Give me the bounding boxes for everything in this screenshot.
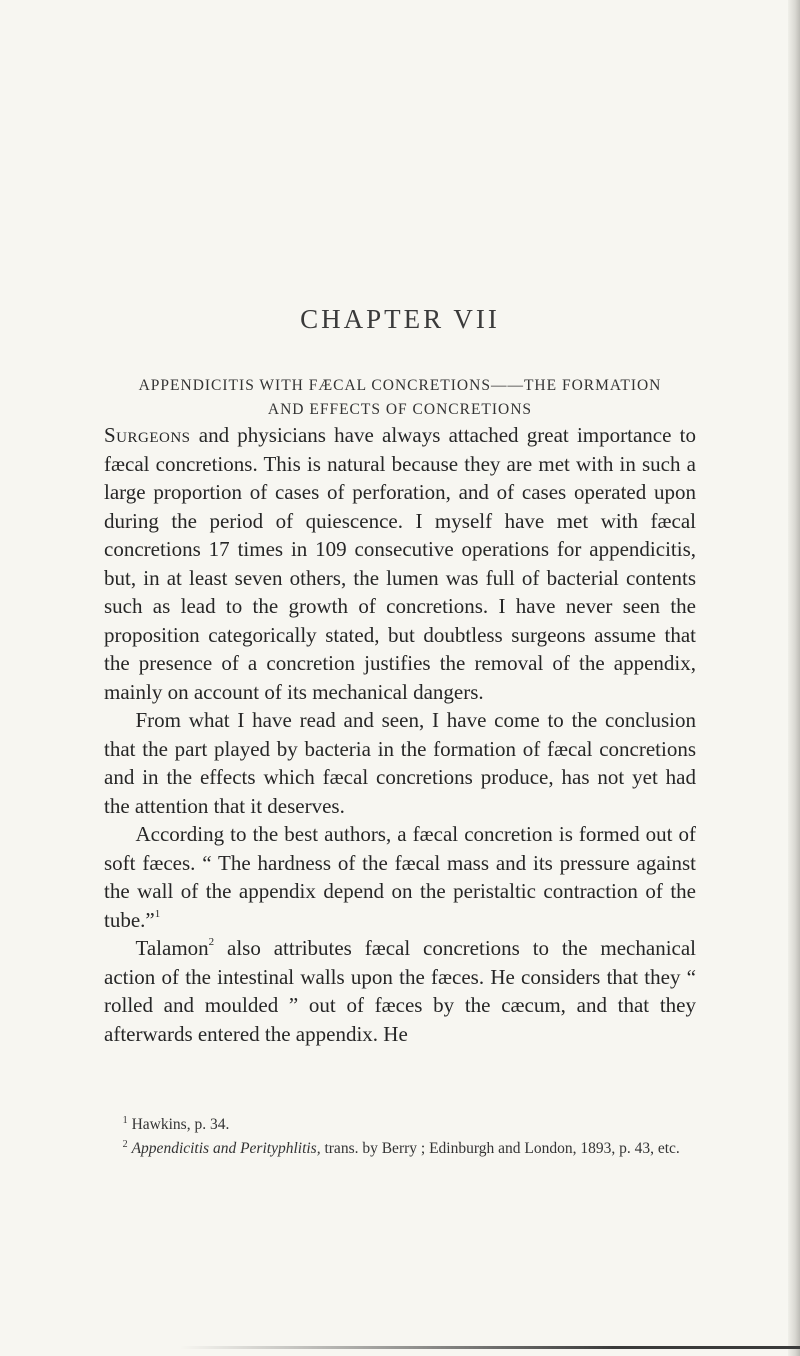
footnote-ref-1: 1 [154,907,161,920]
paragraph-2: From what I have read and seen, I have come to the conclusion that the part played by bacteria in the formation of fæcal concretions and in the effects which fæcal concretions produce, has not yet had the attention that it deserves. [104,708,696,818]
footnote-1-mark: 1 [122,1115,128,1126]
footnotes [104,1111,696,1158]
footnote-2-title: Appendicitis and Perityphlitis, [131,1139,321,1157]
paragraph-3 [104,820,696,934]
page-edge-shadow [788,0,800,1356]
paragraph-3-text: According to the best authors, a fæcal concretion is formed out of soft fæces. “ The hardness of the fæcal mass and its pressure against the wall of the appendix depend on the peristaltic contraction of the tube.” [104,822,696,932]
footnote-ref-2: 2 [208,936,215,948]
bottom-rule [180,1346,800,1349]
footnote-2-indent [104,1140,132,1157]
footnote-2-mark: 2 [122,1138,128,1150]
paragraph-1 [104,421,696,706]
footnote-2-text: trans. by Berry ; Edinburgh and London, 1893, p. 43, etc. [320,1139,680,1157]
chapter-title-line-1: APPENDICITIS WITH FÆCAL CONCRETIONS——THE FORMATION [138,377,662,394]
chapter-heading: CHAPTER VII [300,304,500,334]
footnote-2 [104,1135,696,1159]
author-name: Talamon [135,936,209,960]
footnote-1 [104,1111,696,1135]
paragraph-4-text: also attributes fæcal concretions to the mechanical action of the intestinal walls upon the fæces. He considers that they “ rolled and moulded ” out of fæces by the cæcum, and that they afterwards entered the appendix. He [104,936,696,1046]
paragraph-lead-word: Surgeons [104,423,191,447]
footnote-1-text: Hawkins, p. 34. [131,1116,230,1133]
paragraph-1-text: and physicians have always attached great importance to fæcal concretions. This is natural because they are met with in such a large proportion of cases of perforation, and of cases operated upon during the period of quiescence. I myself have met with fæcal concretions 17 times in 109 consecutive operations for appendicitis, but, in at least seven others, the lumen was full of bacterial contents such as lead to the growth of concretions. I have never seen the proposition categorically stated, but doubtless surgeons assume that the presence of a concretion justifies the removal of the appendix, mainly on account of its mechanical dangers. [104,423,696,704]
body-text [104,421,696,1048]
paragraph-4 [104,934,696,1048]
chapter-title-line-2: AND EFFECTS OF CONCRETIONS [267,401,533,418]
chapter-title [60,374,740,422]
